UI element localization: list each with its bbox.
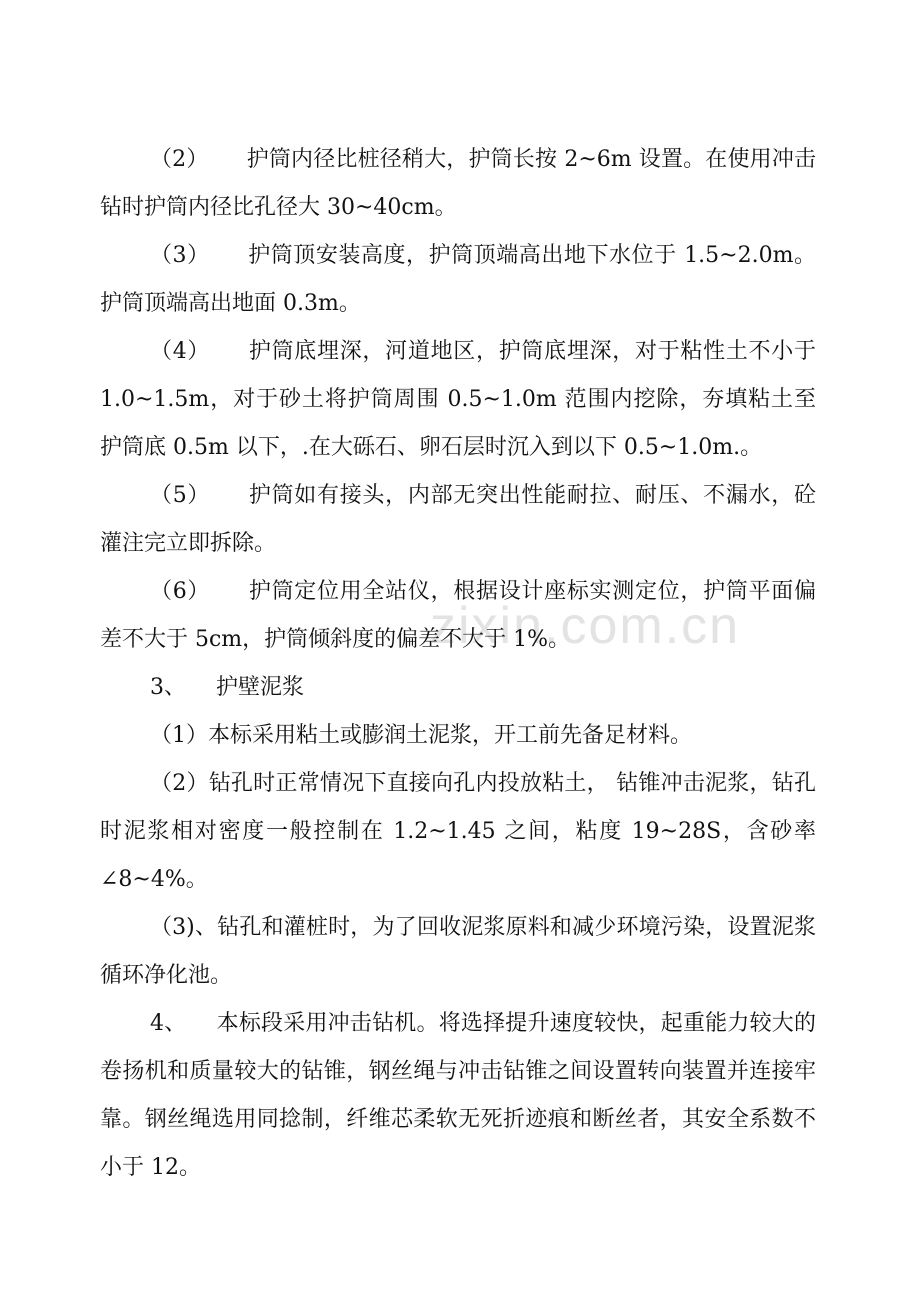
paragraph-mud-2 [100,760,816,904]
paragraph-text: 护筒底埋深，河道地区，护筒底埋深，对于粘性土不小于 1.0~1.5m，对于砂土将护筒周围 0.5~1.0m 范围内挖除，夯填粘土至护筒底 0.5m 以下，.在大砾石、卵石层时沉入到以下 0.5~1.0m.。 [100,339,816,460]
paragraph-item-5 [100,472,816,568]
paragraph-mud-3 [100,904,816,1000]
paragraph-text: （3)、钻孔和灌桩时，为了回收泥浆原料和减少环境污染，设置泥浆循环净化池。 [100,915,816,988]
section-title: 护壁泥浆 [216,675,305,700]
section-paragraph-4 [100,1000,816,1192]
paragraph-text: 护筒顶安装高度，护筒顶端高出地下水位于 1.5~2.0m。护筒顶端高出地面 0.3m。 [100,243,817,316]
paragraph-item-4 [100,328,816,472]
section-heading-3 [100,664,816,712]
paragraph-item-3 [100,232,816,328]
paragraph-text: 护筒如有接头，内部无突出性能耐拉、耐压、不漏水，砼灌注完立即拆除。 [100,483,816,556]
paragraph-text: （1）本标采用粘土或膨润土泥浆，开工前先备足材料。 [150,723,692,748]
item-number: （6） [150,579,211,604]
section-number: 4、 [150,1011,187,1036]
paragraph-mud-1 [100,712,816,760]
section-number: 3、 [150,675,186,700]
watermark: zixin.com.cn [430,597,741,655]
paragraph-text: 护筒内径比桩径稍大，护筒长按 2~6m 设置。在使用冲击钻时护筒内径比孔径大 30~40cm。 [100,147,817,220]
paragraph-text: 本标段采用冲击钻机。将选择提升速度较快，起重能力较大的卷扬机和质量较大的钻锥，钢丝绳与冲击钻锥之间设置转向装置并连接牢靠。钢丝绳选用同捻制，纤维芯柔软无死折迹痕和断丝者，其安全系数不小于 12。 [100,1011,816,1180]
item-number: （5） [150,483,211,508]
item-number: （4） [150,339,211,364]
paragraph-text: （2）钻孔时正常情况下直接向孔内投放粘土， 钻锥冲击泥浆，钻孔时泥浆相对密度一般控制在 1.2~1.45 之间，粘度 19~28S，含砂率∠8~4%。 [100,771,816,892]
paragraph-item-2 [100,136,816,232]
paragraph-text: 护筒定位用全站仪，根据设计座标实测定位，护筒平面偏差不大于 5cm，护筒倾斜度的偏差不大于 1%。 [100,579,816,652]
item-number: （3） [150,243,210,268]
paragraph-item-6 [100,568,816,664]
item-number: （2） [150,147,209,172]
